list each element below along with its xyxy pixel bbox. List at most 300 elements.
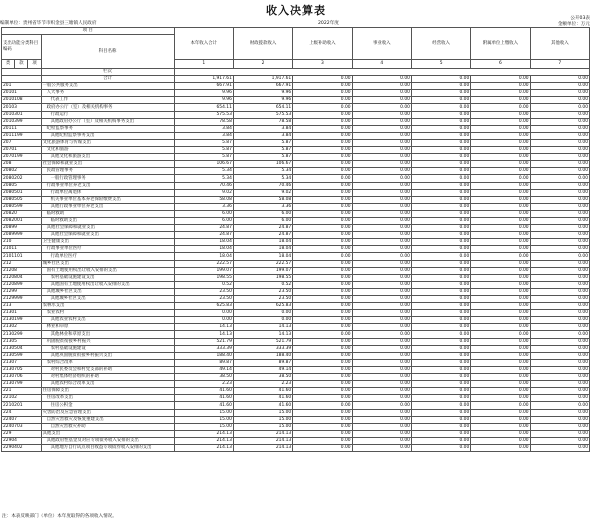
amount-cell: 5.87	[233, 154, 292, 161]
amount-cell: 0.00	[530, 388, 589, 395]
table-row	[2, 232, 590, 239]
amount-cell: 0.00	[411, 118, 470, 125]
table-row	[2, 154, 590, 161]
table-row	[2, 281, 590, 288]
subject-name-cell: 其他政府性基金及对应专项债务收入安排的支出	[41, 437, 174, 444]
amount-cell: 24.87	[233, 225, 292, 232]
amount-cell: 0.00	[471, 267, 530, 274]
amount-cell: 0.00	[293, 430, 352, 437]
amount-cell: 0.00	[530, 168, 589, 175]
amount-cell: 0.00	[471, 97, 530, 104]
amount-cell: 0.00	[411, 104, 470, 111]
amount-cell: 0.00	[411, 203, 470, 210]
amount-cell: 0.00	[411, 444, 470, 451]
subject-name-cell: 农村基础设施建设支出	[41, 274, 174, 281]
amount-cell: 0.00	[293, 374, 352, 381]
amount-cell: 70.46	[174, 182, 233, 189]
amount-cell: 0.00	[471, 90, 530, 97]
table-row	[2, 90, 590, 97]
amount-cell: 0.00	[530, 381, 589, 388]
amount-cell: 0.00	[352, 303, 411, 310]
amount-cell: 5.87	[174, 154, 233, 161]
amount-cell: 0.00	[471, 352, 530, 359]
amount-cell: 654.11	[233, 104, 292, 111]
amount-cell: 0.00	[471, 217, 530, 224]
amount-cell: 0.00	[411, 296, 470, 303]
amount-cell: 0.00	[530, 288, 589, 295]
function-code-cell: 21301	[2, 310, 42, 317]
amount-cell: 0.00	[352, 288, 411, 295]
function-code-cell: 2011199	[2, 132, 42, 139]
amount-cell: 0.00	[530, 359, 589, 366]
amount-cell: 667.91	[174, 83, 233, 90]
table-row	[2, 303, 590, 310]
function-code-cell: 22407	[2, 416, 42, 423]
amount-cell: 0.00	[293, 182, 352, 189]
amount-cell: 0.00	[471, 437, 530, 444]
table-row	[2, 189, 590, 196]
function-code-cell: 2080501	[2, 189, 42, 196]
amount-cell: 0.00	[530, 324, 589, 331]
subject-name-cell: 其他文化和旅游支出	[41, 154, 174, 161]
subject-name-cell: 自然灾害救灾补助	[41, 423, 174, 430]
amount-cell: 0.00	[233, 317, 292, 324]
amount-cell: 0.00	[530, 104, 589, 111]
table-row	[2, 274, 590, 281]
table-row	[2, 104, 590, 111]
amount-cell: 0.00	[411, 338, 470, 345]
amount-cell: 2.23	[174, 381, 233, 388]
amount-cell: 214.13	[233, 437, 292, 444]
amount-cell: 23.50	[233, 296, 292, 303]
amount-cell: 0.00	[471, 147, 530, 154]
amount-cell: 0.00	[411, 352, 470, 359]
table-row	[2, 239, 590, 246]
subject-name-cell: 自然灾害救灾及恢复重建支出	[41, 416, 174, 423]
amount-cell: 198.55	[233, 274, 292, 281]
amount-cell: 0.00	[411, 239, 470, 246]
function-code-cell: 2130705	[2, 366, 42, 373]
amount-cell: 24.87	[233, 232, 292, 239]
amount-cell: 0.00	[471, 175, 530, 182]
function-code-cell: 20802	[2, 168, 42, 175]
table-row	[2, 225, 590, 232]
amount-cell: 0.00	[411, 310, 470, 317]
amount-cell: 0.00	[293, 288, 352, 295]
amount-cell: 41.60	[233, 388, 292, 395]
table-row	[2, 409, 590, 416]
column-index-row	[2, 69, 590, 76]
function-code-cell: 21208	[2, 267, 42, 274]
amount-cell: 0.00	[471, 381, 530, 388]
function-code-cell: 20101	[2, 90, 42, 97]
subject-name-cell: 其他巩固脱贫衔接乡村振兴支出	[41, 352, 174, 359]
amount-cell: 0.00	[352, 352, 411, 359]
amount-cell: 78.58	[233, 118, 292, 125]
amount-cell: 9.02	[233, 189, 292, 196]
amount-cell: 0.00	[293, 381, 352, 388]
section-header: 款	[15, 60, 28, 69]
amount-cell: 0.00	[293, 416, 352, 423]
amount-cell: 0.00	[293, 331, 352, 338]
amount-cell: 0.00	[471, 246, 530, 253]
amount-cell: 0.00	[411, 225, 470, 232]
amount-cell: 58.08	[174, 196, 233, 203]
amount-cell: 0.00	[352, 267, 411, 274]
amount-cell: 625.83	[174, 303, 233, 310]
col-header-operating-income: 经营收入	[411, 28, 470, 60]
amount-cell: 0.00	[471, 196, 530, 203]
amount-cell: 15.00	[233, 409, 292, 416]
amount-cell: 9.02	[174, 189, 233, 196]
amount-cell: 0.00	[471, 161, 530, 168]
amount-cell: 0.00	[293, 338, 352, 345]
function-code-cell: 210	[2, 239, 42, 246]
amount-cell: 0.00	[352, 416, 411, 423]
function-code-cell: 20103	[2, 104, 42, 111]
amount-cell: 0.00	[530, 139, 589, 146]
amount-cell: 0.00	[352, 203, 411, 210]
amount-cell: 15.00	[174, 423, 233, 430]
amount-cell: 0.00	[471, 274, 530, 281]
amount-cell: 0.00	[293, 97, 352, 104]
amount-cell: 0.00	[411, 409, 470, 416]
amount-cell: 0.00	[411, 132, 470, 139]
function-code-cell: 20111	[2, 125, 42, 132]
amount-cell: 0.00	[411, 147, 470, 154]
function-code-cell: 2210201	[2, 402, 42, 409]
income-table-container	[1, 27, 590, 511]
amount-cell: 0.00	[530, 246, 589, 253]
amount-cell: 0.00	[530, 310, 589, 317]
amount-cell: 0.00	[293, 189, 352, 196]
amount-cell: 0.00	[471, 345, 530, 352]
col-number: 5	[411, 60, 470, 69]
amount-cell: 0.00	[352, 317, 411, 324]
amount-cell: 0.00	[352, 210, 411, 217]
amount-cell: 0.00	[471, 225, 530, 232]
amount-cell: 0.00	[471, 409, 530, 416]
table-row	[2, 210, 590, 217]
report-title: 收入决算表	[266, 4, 326, 17]
subject-name-cell: 农村综合改革	[41, 359, 174, 366]
amount-cell: 0.00	[352, 154, 411, 161]
total-value: 0.00	[530, 76, 589, 83]
function-code-cell: 2101101	[2, 253, 42, 260]
amount-cell: 3.84	[233, 132, 292, 139]
table-row	[2, 147, 590, 154]
amount-cell: 0.00	[530, 260, 589, 267]
amount-cell: 0.00	[352, 175, 411, 182]
amount-cell: 0.00	[411, 90, 470, 97]
amount-cell: 0.00	[530, 409, 589, 416]
amount-cell: 49.14	[174, 366, 233, 373]
table-row	[2, 296, 590, 303]
amount-cell: 0.00	[293, 139, 352, 146]
amount-cell: 3.84	[174, 125, 233, 132]
subject-name-cell: 农林水支出	[41, 303, 174, 310]
function-code-cell: 22904	[2, 437, 42, 444]
amount-cell: 0.00	[352, 90, 411, 97]
col-header-other-income: 其他收入	[530, 28, 589, 60]
amount-cell: 5.87	[174, 139, 233, 146]
amount-cell: 58.08	[233, 196, 292, 203]
table-row	[2, 359, 590, 366]
col-number: 4	[352, 60, 411, 69]
amount-cell: 0.00	[293, 409, 352, 416]
function-code-cell: 2010108	[2, 97, 42, 104]
col-header-business-income: 事业收入	[352, 28, 411, 60]
amount-cell: 0.00	[352, 345, 411, 352]
function-code-cell: 2130599	[2, 352, 42, 359]
table-row	[2, 217, 590, 224]
amount-cell: 214.13	[174, 444, 233, 451]
amount-cell: 0.00	[293, 225, 352, 232]
function-code-cell: 208	[2, 161, 42, 168]
amount-cell: 521.79	[233, 338, 292, 345]
table-row	[2, 260, 590, 267]
amount-cell: 222.57	[174, 260, 233, 267]
amount-cell: 0.00	[411, 182, 470, 189]
function-code-cell: 2080505	[2, 196, 42, 203]
amount-cell: 188.40	[174, 352, 233, 359]
amount-cell: 0.00	[352, 310, 411, 317]
table-row	[2, 83, 590, 90]
amount-cell: 0.00	[293, 203, 352, 210]
table-row	[2, 423, 590, 430]
amount-cell: 0.00	[293, 437, 352, 444]
amount-cell: 0.00	[530, 203, 589, 210]
function-code-cell: 2130504	[2, 345, 42, 352]
amount-cell: 333.39	[174, 345, 233, 352]
amount-cell: 0.00	[471, 388, 530, 395]
amount-cell: 0.00	[471, 125, 530, 132]
amount-cell: 0.00	[411, 217, 470, 224]
function-code-cell: 2089999	[2, 232, 42, 239]
function-code-cell: 2010301	[2, 111, 42, 118]
amount-cell: 70.46	[233, 182, 292, 189]
amount-cell: 38.50	[233, 374, 292, 381]
amount-cell: 0.00	[293, 196, 352, 203]
function-code-cell: 20701	[2, 147, 42, 154]
amount-cell: 0.00	[411, 125, 470, 132]
amount-cell: 0.00	[411, 189, 470, 196]
amount-cell: 0.00	[411, 246, 470, 253]
income-table	[1, 27, 590, 452]
amount-cell: 0.00	[293, 366, 352, 373]
amount-cell: 0.00	[352, 83, 411, 90]
col-header-superior-subsidy: 上级补助收入	[293, 28, 352, 60]
amount-cell: 0.00	[530, 225, 589, 232]
amount-cell: 0.00	[293, 83, 352, 90]
footnote: 注：本表反映部门（单位）本年度取得的各项收入情况。	[2, 514, 117, 519]
amount-cell: 0.00	[293, 324, 352, 331]
amount-cell: 575.53	[233, 111, 292, 118]
amount-cell: 0.00	[471, 395, 530, 402]
amount-cell: 0.00	[174, 317, 233, 324]
amount-cell: 0.00	[471, 324, 530, 331]
amount-cell: 0.00	[411, 331, 470, 338]
table-row	[2, 246, 590, 253]
subject-name-cell: 其他农村综合改革支出	[41, 381, 174, 388]
amount-cell: 0.00	[471, 303, 530, 310]
table-row	[2, 288, 590, 295]
amount-cell: 0.00	[530, 402, 589, 409]
amount-cell: 0.00	[411, 388, 470, 395]
total-row	[2, 76, 590, 83]
amount-cell: 0.00	[471, 182, 530, 189]
amount-cell: 0.00	[530, 125, 589, 132]
category-header: 类	[2, 60, 15, 69]
amount-cell: 0.00	[530, 331, 589, 338]
amount-cell: 0.00	[530, 147, 589, 154]
amount-cell: 0.00	[471, 430, 530, 437]
subject-name-header: 科目名称	[41, 35, 174, 69]
amount-cell: 214.13	[174, 430, 233, 437]
table-row	[2, 111, 590, 118]
amount-cell: 0.00	[471, 281, 530, 288]
subject-name-cell: 临时救助支出	[41, 217, 174, 224]
subject-name-cell: 其他国有土地使用权出让收入安排的支出	[41, 281, 174, 288]
total-value: 0.00	[293, 76, 352, 83]
amount-cell: 0.00	[352, 388, 411, 395]
amount-cell: 0.00	[293, 345, 352, 352]
col-header-fiscal-appropriation: 财政拨款收入	[233, 28, 292, 60]
amount-cell: 5.34	[233, 168, 292, 175]
subject-name-cell: 民政管理事务	[41, 168, 174, 175]
subject-name-cell: 国有土地使用权出让收入安排的支出	[41, 267, 174, 274]
amount-cell: 0.00	[293, 168, 352, 175]
amount-cell: 24.87	[174, 232, 233, 239]
amount-cell: 0.00	[293, 132, 352, 139]
amount-cell: 0.00	[411, 430, 470, 437]
amount-cell: 3.36	[233, 203, 292, 210]
function-code-cell: 21011	[2, 246, 42, 253]
subject-name-cell: 行政事业单位养老支出	[41, 182, 174, 189]
function-code-cell: 212	[2, 260, 42, 267]
table-body	[2, 69, 590, 452]
amount-cell: 14.13	[233, 324, 292, 331]
amount-cell: 333.39	[233, 345, 292, 352]
amount-cell: 9.96	[174, 90, 233, 97]
amount-cell: 0.00	[471, 444, 530, 451]
amount-cell: 0.00	[471, 239, 530, 246]
table-row	[2, 331, 590, 338]
subject-name-cell: 其他地方自行试点项目收益专项债券收入安排的支出	[41, 444, 174, 451]
amount-cell: 0.00	[352, 225, 411, 232]
amount-cell: 0.00	[530, 296, 589, 303]
amount-cell: 0.00	[411, 161, 470, 168]
amount-cell: 0.00	[530, 338, 589, 345]
amount-cell: 0.00	[352, 111, 411, 118]
subject-name-cell: 林业和草原	[41, 324, 174, 331]
amount-cell: 0.00	[352, 402, 411, 409]
table-row	[2, 253, 590, 260]
amount-cell: 0.00	[293, 395, 352, 402]
amount-cell: 0.00	[352, 132, 411, 139]
amount-cell: 0.00	[471, 111, 530, 118]
amount-cell: 0.00	[530, 161, 589, 168]
total-label: 合计	[41, 76, 174, 83]
amount-cell: 0.00	[530, 217, 589, 224]
amount-cell: 0.00	[293, 104, 352, 111]
amount-cell: 3.84	[174, 132, 233, 139]
currency-unit: 金额单位：万元	[557, 22, 590, 27]
amount-cell: 0.00	[471, 288, 530, 295]
amount-cell: 18.04	[174, 253, 233, 260]
amount-cell: 0.00	[293, 260, 352, 267]
amount-cell: 0.00	[352, 296, 411, 303]
amount-cell: 0.00	[530, 90, 589, 97]
subject-name-cell: 文化和旅游	[41, 147, 174, 154]
table-row	[2, 118, 590, 125]
amount-cell: 0.00	[411, 423, 470, 430]
subject-name-cell: 其他社会保障和就业支出	[41, 225, 174, 232]
function-code-cell: 2080202	[2, 175, 42, 182]
amount-cell: 0.00	[352, 274, 411, 281]
amount-cell: 0.00	[293, 161, 352, 168]
table-row	[2, 437, 590, 444]
amount-cell: 41.60	[233, 402, 292, 409]
amount-cell: 0.00	[530, 196, 589, 203]
amount-cell: 654.11	[174, 104, 233, 111]
amount-cell: 0.00	[471, 118, 530, 125]
subject-name-cell: 农业农村	[41, 310, 174, 317]
form-number: 公开03表	[570, 16, 590, 21]
amount-cell: 0.00	[530, 317, 589, 324]
amount-cell: 0.00	[411, 267, 470, 274]
amount-cell: 0.00	[411, 324, 470, 331]
amount-cell: 0.00	[471, 139, 530, 146]
amount-cell: 0.00	[530, 395, 589, 402]
amount-cell: 0.00	[411, 274, 470, 281]
amount-cell: 14.13	[174, 331, 233, 338]
amount-cell: 0.00	[411, 281, 470, 288]
amount-cell: 0.00	[411, 402, 470, 409]
amount-cell: 0.00	[352, 189, 411, 196]
amount-cell: 6.00	[233, 210, 292, 217]
amount-cell: 0.00	[293, 118, 352, 125]
table-row	[2, 430, 590, 437]
amount-cell: 106.67	[233, 161, 292, 168]
amount-cell: 0.00	[530, 352, 589, 359]
amount-cell: 0.00	[411, 196, 470, 203]
table-row	[2, 310, 590, 317]
amount-cell: 0.00	[471, 132, 530, 139]
amount-cell: 15.00	[233, 416, 292, 423]
subject-name-cell: 行政运行	[41, 111, 174, 118]
amount-cell: 0.00	[471, 189, 530, 196]
col-header-total-income: 本年收入合计	[174, 28, 233, 60]
amount-cell: 0.00	[293, 281, 352, 288]
function-code-cell: 224	[2, 409, 42, 416]
amount-cell: 0.00	[293, 90, 352, 97]
amount-cell: 0.00	[530, 111, 589, 118]
amount-cell: 188.40	[233, 352, 292, 359]
total-value: 0.00	[411, 76, 470, 83]
amount-cell: 0.00	[530, 345, 589, 352]
function-code-cell: 21307	[2, 359, 42, 366]
amount-cell: 214.13	[233, 430, 292, 437]
amount-cell: 0.00	[530, 416, 589, 423]
function-code-cell: 2010399	[2, 118, 42, 125]
amount-cell: 0.00	[411, 345, 470, 352]
total-value: 1,917.61	[233, 76, 292, 83]
amount-cell: 0.00	[471, 359, 530, 366]
amount-cell: 0.00	[471, 296, 530, 303]
amount-cell: 5.34	[233, 175, 292, 182]
amount-cell: 89.87	[233, 359, 292, 366]
